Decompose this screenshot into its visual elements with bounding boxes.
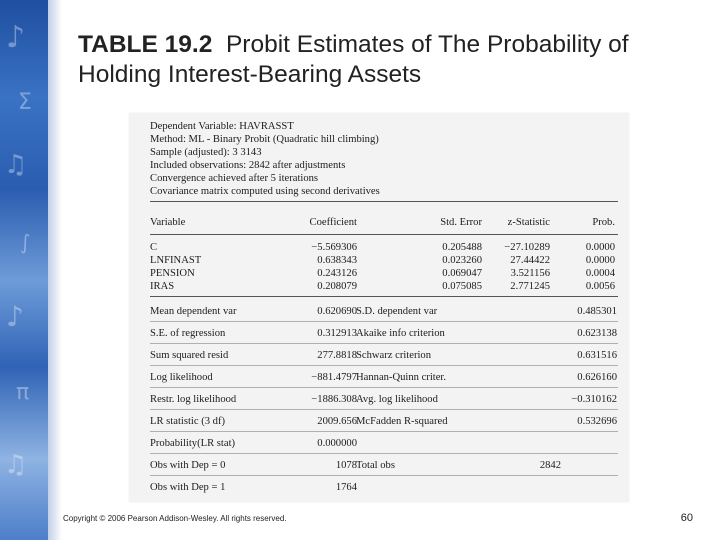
std-error-cell: 0.023260 <box>442 255 482 266</box>
z-statistic-cell: −27.10289 <box>504 242 550 253</box>
stat-value: −881.4797 <box>311 372 357 383</box>
coefficient-cell: 0.638343 <box>317 255 357 266</box>
copyright-notice: Copyright © 2006 Pearson Addison-Wesley. All rights reserved. <box>63 514 287 523</box>
stat-value: 0.312913 <box>317 328 357 339</box>
stats-row <box>129 437 629 450</box>
stats-row <box>129 371 629 384</box>
std-error-cell: 0.069047 <box>442 268 482 279</box>
stat-label: Probability(LR stat) <box>150 438 236 449</box>
coefficient-cell: −5.569306 <box>311 242 357 253</box>
row-divider <box>150 343 618 344</box>
obs-row <box>129 481 629 494</box>
coefficient-cell: 0.243126 <box>317 268 357 279</box>
stat-value: −1886.308 <box>311 394 357 405</box>
variable-cell: LNFINAST <box>150 255 202 266</box>
stat-label: S.D. dependent var <box>356 306 438 317</box>
table-row <box>129 280 629 293</box>
stat-label: Avg. log likelihood <box>356 394 438 405</box>
variable-cell: IRAS <box>150 281 175 292</box>
stat-value: 0.631516 <box>577 350 617 361</box>
stat-label: Restr. log likelihood <box>150 394 237 405</box>
stat-label: Akaike info criterion <box>356 328 445 339</box>
obs-value: 1078 <box>335 460 357 471</box>
stat-value: 0.000000 <box>317 438 357 449</box>
header-line: Method: ML - Binary Probit (Quadratic hill climbing) <box>150 133 379 145</box>
header-line: Dependent Variable: HAVRASST <box>150 121 294 132</box>
row-divider <box>150 409 618 410</box>
total-obs-label: Total obs <box>356 460 395 471</box>
stat-label: Mean dependent var <box>150 306 237 317</box>
header-line: Convergence achieved after 5 iterations <box>150 172 319 184</box>
rule-after-header <box>150 234 618 235</box>
variable-cell: PENSION <box>150 268 195 279</box>
table-title-text: Probit Estimates of The Probability of Holding Interest-Bearing Assets <box>78 31 629 88</box>
row-divider <box>150 431 618 432</box>
std-error-cell: 0.075085 <box>442 281 482 292</box>
stats-row <box>129 305 629 318</box>
rule-top <box>150 201 618 202</box>
coefficient-cell: 0.208079 <box>317 281 357 292</box>
col-prob: Prob. <box>592 217 615 228</box>
prob-cell: 0.0000 <box>585 242 615 253</box>
z-statistic-cell: 3.521156 <box>510 268 550 279</box>
probit-results-table <box>129 113 629 502</box>
stat-label: S.E. of regression <box>150 328 226 339</box>
table-row <box>129 254 629 267</box>
strip-shadow <box>48 0 62 540</box>
header-line: Covariance matrix computed using second derivatives <box>150 185 380 197</box>
stats-row <box>129 327 629 340</box>
obs-value: 1764 <box>335 482 357 493</box>
stat-value: 0.485301 <box>577 306 617 317</box>
rule-after-coefficients <box>150 296 618 297</box>
col-coefficient: Coefficient <box>309 217 357 228</box>
variable-cell: C <box>150 242 158 253</box>
stat-value: 0.620690 <box>317 306 357 317</box>
z-statistic-cell: 27.44422 <box>510 255 550 266</box>
stat-value: 0.623138 <box>577 328 617 339</box>
stats-row <box>129 393 629 406</box>
stat-value: −0.310162 <box>571 394 617 405</box>
stat-value: 277.8818 <box>317 350 357 361</box>
table-number: TABLE 19.2 <box>78 31 213 58</box>
row-divider <box>150 453 618 454</box>
stat-label: LR statistic (3 df) <box>150 416 226 427</box>
col-variable: Variable <box>150 217 186 228</box>
stats-row <box>129 415 629 428</box>
row-divider <box>150 365 618 366</box>
std-error-cell: 0.205488 <box>442 242 482 253</box>
total-obs-value: 2842 <box>539 460 561 471</box>
stat-value: 2009.656 <box>317 416 357 427</box>
prob-cell: 0.0004 <box>585 268 615 279</box>
stat-label: Log likelihood <box>150 372 213 383</box>
stat-label: Sum squared resid <box>150 350 229 361</box>
col-z-statistic: z-Statistic <box>507 217 550 228</box>
stat-value: 0.532696 <box>577 416 617 427</box>
row-divider <box>150 387 618 388</box>
header-line: Included observations: 2842 after adjustments <box>150 159 346 171</box>
stat-label: Hannan-Quinn criter. <box>356 372 447 383</box>
obs-label: Obs with Dep = 1 <box>150 482 226 493</box>
obs-row <box>129 459 629 472</box>
column-header-row <box>129 216 629 229</box>
prob-cell: 0.0000 <box>585 255 615 266</box>
slide-title <box>78 30 698 90</box>
obs-label: Obs with Dep = 0 <box>150 460 226 471</box>
row-divider <box>150 321 618 322</box>
page-number: 60 <box>680 512 693 524</box>
stat-value: 0.626160 <box>577 372 617 383</box>
z-statistic-cell: 2.771245 <box>510 281 550 292</box>
stats-row <box>129 349 629 362</box>
row-divider <box>150 475 618 476</box>
stat-label: McFadden R-squared <box>356 416 448 427</box>
decorative-side-strip: ♪ Σ ♫ ∫ ♪ π ♫ <box>0 0 48 540</box>
table-header-block <box>150 121 380 198</box>
stat-label: Schwarz criterion <box>356 350 432 361</box>
col-std-error: Std. Error <box>440 217 482 228</box>
table-row <box>129 241 629 254</box>
header-line: Sample (adjusted): 3 3143 <box>150 146 262 158</box>
prob-cell: 0.0056 <box>585 281 615 292</box>
table-row <box>129 267 629 280</box>
